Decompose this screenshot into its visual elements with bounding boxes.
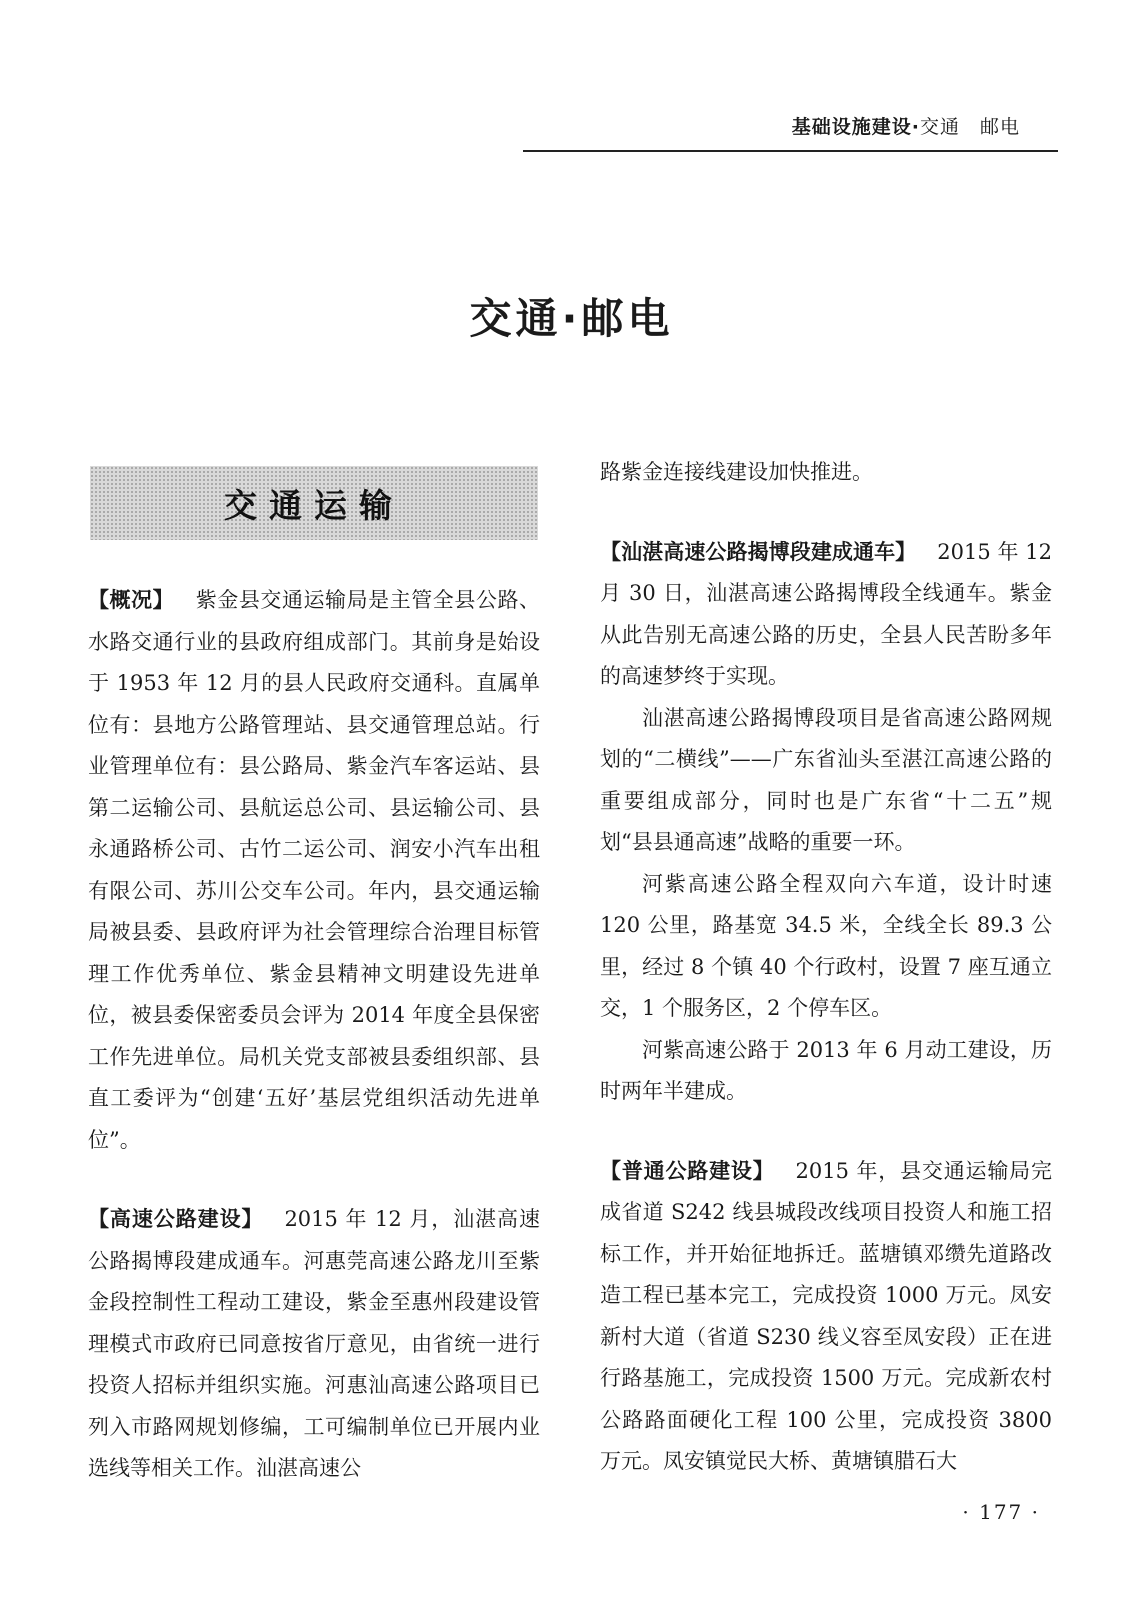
paragraph-lead: 【汕湛高速公路揭博段建成通车】 — [600, 539, 917, 564]
paragraph-text: 2015 年 12 月 30 日，汕湛高速公路揭博段全线通车。紫金从此告别无高速公路的历史，全县人民苦盼多年的高速梦终于实现。 — [600, 539, 1053, 688]
chapter-title: 交通·邮电 — [469, 294, 674, 343]
paragraph-shanzhan-opening — [600, 532, 1052, 698]
paragraph-lead: 【普通公路建设】 — [600, 1158, 775, 1183]
paragraph-text: 2015 年 12 月，汕湛高速公路揭博段建成通车。河惠莞高速公路龙川至紫金段控制性工程动工建设，紫金至惠州段建设管理模式市政府已同意按省厅意见，由省统一进行投资人招标并组织实施。河惠汕高速公路项目已列入市路网规划修编，工可编制单位已开展内业选线等相关工作。汕湛高速公 — [88, 1207, 540, 1480]
running-header-section: 基础设施建设· — [791, 116, 920, 138]
right-column — [600, 452, 1052, 1483]
page-number: · 177 · — [962, 1500, 1040, 1524]
section-title-box — [90, 466, 538, 540]
paragraph-timeline: 河紫高速公路于 2013 年 6 月动工建设，历时两年半建成。 — [600, 1037, 1052, 1103]
paragraph-specs: 河紫高速公路全程双向六车道，设计时速 120 公里，路基宽 34.5 米，全线全长 89.3 公里，经过 8 个镇 40 个行政村，设置 7 座互通立交，1 个服务区，2 个停车区。 — [600, 871, 1052, 1020]
left-column — [88, 580, 540, 1490]
paragraph-lead: 【概况】 — [88, 588, 175, 612]
section-title: 交通运输 — [224, 485, 404, 525]
paragraph-expressway — [88, 1199, 540, 1490]
paragraph-overview — [88, 580, 540, 1161]
header-rule — [523, 150, 1058, 152]
running-header-subsection: 交通 邮电 — [919, 116, 1020, 138]
paragraph-lead: 【高速公路建设】 — [88, 1207, 264, 1231]
paragraph-project: 汕湛高速公路揭博段项目是省高速公路网规划的“二横线”——广东省汕头至湛江高速公路的重要组成部分，同时也是广东省“十二五”规划“县县通高速”战略的重要一环。 — [600, 705, 1052, 854]
paragraph-continued: 路紫金连接线建设加快推进。 — [600, 460, 873, 484]
paragraph-text: 2015 年，县交通运输局完成省道 S242 线县城段改线项目投资人和施工招标工作，并开始征地拆迁。蓝塘镇邓缵先道路改造工程已基本完工，完成投资 1000 万元。凤安新村大道（省道 S230 线义容至凤安段）正在进行路基施工，完成投资 1500 万元。完成新农村公路路面硬化工程 100 公里，完成投资 3800 万元。凤安镇觉民大桥、黄塘镇腊石大 — [600, 1158, 1052, 1473]
paragraph-text: 紫金县交通运输局是主管全县公路、水路交通行业的县政府组成部门。其前身是始设于 1953 年 12 月的县人民政府交通科。直属单位有：县地方公路管理站、县交通管理总站。行业管理单位有：县公路局、紫金汽车客运站、县第二运输公司、县航运总公司、县运输公司、县永通路桥公司、古竹二运公司、润安小汽车出租有限公司、苏川公交车公司。年内，县交通运输局被县委、县政府评为社会管理综合治理目标管理工作优秀单位、紫金县精神文明建设先进单位，被县委保密委员会评为 2014 年度全县保密工作先进单位。局机关党支部被县委组织部、县直工委评为“创建‘五好’基层党组织活动先进单位”。 — [88, 588, 541, 1152]
paragraph-ordinary-roads — [600, 1151, 1052, 1483]
running-header — [520, 112, 1020, 139]
